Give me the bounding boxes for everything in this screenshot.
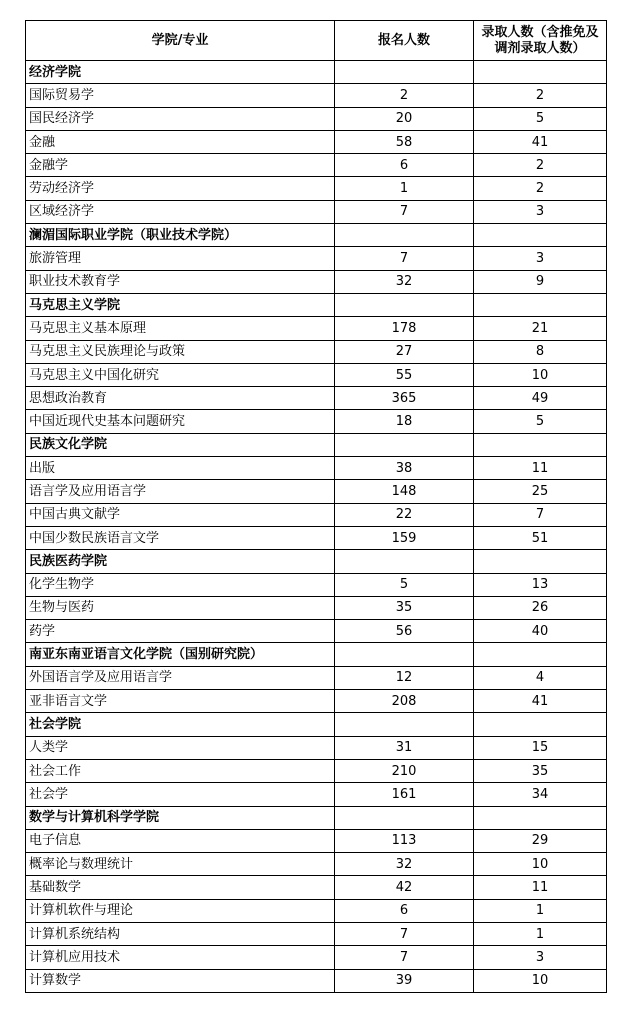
college-row: [26, 806, 607, 829]
major-row: [26, 107, 607, 130]
admitted-count: 5: [474, 107, 607, 130]
college-applicants-empty: [335, 61, 474, 84]
major-row: [26, 596, 607, 619]
applicants-count: 365: [335, 387, 474, 410]
admitted-count: 1: [474, 922, 607, 945]
college-admitted-empty: [474, 293, 607, 316]
major-row: [26, 270, 607, 293]
college-applicants-empty: [335, 806, 474, 829]
applicants-count: 56: [335, 620, 474, 643]
major-row: [26, 130, 607, 153]
college-name: 马克思主义学院: [26, 293, 335, 316]
major-row: [26, 736, 607, 759]
admitted-count: 25: [474, 480, 607, 503]
admitted-count: 51: [474, 526, 607, 549]
admitted-count: 3: [474, 946, 607, 969]
major-name: 马克思主义基本原理: [26, 317, 335, 340]
major-row: [26, 457, 607, 480]
major-name: 电子信息: [26, 829, 335, 852]
admitted-count: 2: [474, 177, 607, 200]
applicants-count: 20: [335, 107, 474, 130]
table-header: [26, 21, 607, 61]
applicants-count: 22: [335, 503, 474, 526]
applicants-count: 32: [335, 270, 474, 293]
major-row: [26, 410, 607, 433]
applicants-count: 159: [335, 526, 474, 549]
major-name: 社会学: [26, 783, 335, 806]
major-row: [26, 573, 607, 596]
college-admitted-empty: [474, 550, 607, 573]
header-admitted: 录取人数（含推免及调剂录取人数）: [474, 21, 607, 61]
applicants-count: 161: [335, 783, 474, 806]
major-row: [26, 876, 607, 899]
college-applicants-empty: [335, 293, 474, 316]
major-row: [26, 829, 607, 852]
major-row: [26, 783, 607, 806]
admitted-count: 5: [474, 410, 607, 433]
college-name: 澜湄国际职业学院（职业技术学院）: [26, 224, 335, 247]
applicants-count: 1: [335, 177, 474, 200]
admitted-count: 10: [474, 969, 607, 992]
college-admitted-empty: [474, 806, 607, 829]
major-name: 基础数学: [26, 876, 335, 899]
admitted-count: 21: [474, 317, 607, 340]
admitted-count: 2: [474, 84, 607, 107]
major-name: 生物与医药: [26, 596, 335, 619]
major-row: [26, 526, 607, 549]
applicants-count: 42: [335, 876, 474, 899]
major-name: 化学生物学: [26, 573, 335, 596]
applicants-count: 39: [335, 969, 474, 992]
admitted-count: 2: [474, 154, 607, 177]
admitted-count: 1: [474, 899, 607, 922]
college-admitted-empty: [474, 433, 607, 456]
applicants-count: 38: [335, 457, 474, 480]
header-college-major: 学院/专业: [26, 21, 335, 61]
applicants-count: 6: [335, 899, 474, 922]
applicants-count: 113: [335, 829, 474, 852]
applicants-count: 2: [335, 84, 474, 107]
major-row: [26, 690, 607, 713]
major-row: [26, 946, 607, 969]
admitted-count: 8: [474, 340, 607, 363]
college-row: [26, 643, 607, 666]
college-name: 数学与计算机科学学院: [26, 806, 335, 829]
major-name: 语言学及应用语言学: [26, 480, 335, 503]
admitted-count: 41: [474, 690, 607, 713]
college-name: 经济学院: [26, 61, 335, 84]
college-row: [26, 713, 607, 736]
admitted-count: 13: [474, 573, 607, 596]
applicants-count: 5: [335, 573, 474, 596]
college-name: 民族医药学院: [26, 550, 335, 573]
major-name: 社会工作: [26, 759, 335, 782]
college-applicants-empty: [335, 550, 474, 573]
college-name: 南亚东南亚语言文化学院（国别研究院）: [26, 643, 335, 666]
major-name: 国民经济学: [26, 107, 335, 130]
major-row: [26, 969, 607, 992]
applicants-count: 208: [335, 690, 474, 713]
admitted-count: 40: [474, 620, 607, 643]
applicants-count: 32: [335, 853, 474, 876]
major-name: 计算机应用技术: [26, 946, 335, 969]
major-name: 马克思主义中国化研究: [26, 363, 335, 386]
major-name: 旅游管理: [26, 247, 335, 270]
major-row: [26, 853, 607, 876]
college-admitted-empty: [474, 643, 607, 666]
college-row: [26, 293, 607, 316]
major-name: 金融学: [26, 154, 335, 177]
applicants-count: 18: [335, 410, 474, 433]
major-row: [26, 363, 607, 386]
college-row: [26, 61, 607, 84]
major-name: 区域经济学: [26, 200, 335, 223]
major-row: [26, 503, 607, 526]
admitted-count: 11: [474, 457, 607, 480]
college-applicants-empty: [335, 433, 474, 456]
college-row: [26, 224, 607, 247]
major-row: [26, 759, 607, 782]
major-name: 中国少数民族语言文学: [26, 526, 335, 549]
college-admitted-empty: [474, 713, 607, 736]
major-name: 中国近现代史基本问题研究: [26, 410, 335, 433]
college-name: 民族文化学院: [26, 433, 335, 456]
major-name: 外国语言学及应用语言学: [26, 666, 335, 689]
admitted-count: 29: [474, 829, 607, 852]
admitted-count: 7: [474, 503, 607, 526]
major-row: [26, 899, 607, 922]
applicants-count: 148: [335, 480, 474, 503]
admitted-count: 26: [474, 596, 607, 619]
college-row: [26, 550, 607, 573]
applicants-count: 55: [335, 363, 474, 386]
major-row: [26, 340, 607, 363]
major-name: 马克思主义民族理论与政策: [26, 340, 335, 363]
major-name: 计算机软件与理论: [26, 899, 335, 922]
header-row: [26, 21, 607, 61]
major-name: 国际贸易学: [26, 84, 335, 107]
major-name: 出版: [26, 457, 335, 480]
major-name: 药学: [26, 620, 335, 643]
major-row: [26, 247, 607, 270]
admitted-count: 35: [474, 759, 607, 782]
major-row: [26, 387, 607, 410]
major-row: [26, 317, 607, 340]
table-body: [26, 61, 607, 993]
applicants-count: 210: [335, 759, 474, 782]
admitted-count: 10: [474, 853, 607, 876]
applicants-count: 31: [335, 736, 474, 759]
major-row: [26, 154, 607, 177]
major-name: 亚非语言文学: [26, 690, 335, 713]
admitted-count: 3: [474, 247, 607, 270]
college-row: [26, 433, 607, 456]
college-admitted-empty: [474, 224, 607, 247]
admitted-count: 3: [474, 200, 607, 223]
major-name: 劳动经济学: [26, 177, 335, 200]
college-applicants-empty: [335, 643, 474, 666]
applicants-count: 7: [335, 247, 474, 270]
admitted-count: 49: [474, 387, 607, 410]
major-name: 思想政治教育: [26, 387, 335, 410]
major-row: [26, 84, 607, 107]
major-row: [26, 480, 607, 503]
college-name: 社会学院: [26, 713, 335, 736]
applicants-count: 6: [335, 154, 474, 177]
admitted-count: 34: [474, 783, 607, 806]
college-admitted-empty: [474, 61, 607, 84]
major-row: [26, 200, 607, 223]
admitted-count: 9: [474, 270, 607, 293]
major-row: [26, 922, 607, 945]
applicants-count: 58: [335, 130, 474, 153]
applicants-count: 7: [335, 946, 474, 969]
applicants-count: 35: [335, 596, 474, 619]
admitted-count: 41: [474, 130, 607, 153]
major-name: 概率论与数理统计: [26, 853, 335, 876]
major-name: 中国古典文献学: [26, 503, 335, 526]
applicants-count: 12: [335, 666, 474, 689]
major-row: [26, 620, 607, 643]
admitted-count: 4: [474, 666, 607, 689]
applicants-count: 7: [335, 922, 474, 945]
applicants-count: 178: [335, 317, 474, 340]
college-applicants-empty: [335, 713, 474, 736]
header-applicants: 报名人数: [335, 21, 474, 61]
major-name: 计算机系统结构: [26, 922, 335, 945]
admitted-count: 15: [474, 736, 607, 759]
applicants-count: 7: [335, 200, 474, 223]
admitted-count: 11: [474, 876, 607, 899]
major-name: 金融: [26, 130, 335, 153]
admitted-count: 10: [474, 363, 607, 386]
major-name: 职业技术教育学: [26, 270, 335, 293]
major-name: 人类学: [26, 736, 335, 759]
college-applicants-empty: [335, 224, 474, 247]
applicants-count: 27: [335, 340, 474, 363]
major-row: [26, 666, 607, 689]
enrollment-table-container: [25, 20, 607, 993]
major-name: 计算数学: [26, 969, 335, 992]
enrollment-table: [25, 20, 607, 993]
major-row: [26, 177, 607, 200]
